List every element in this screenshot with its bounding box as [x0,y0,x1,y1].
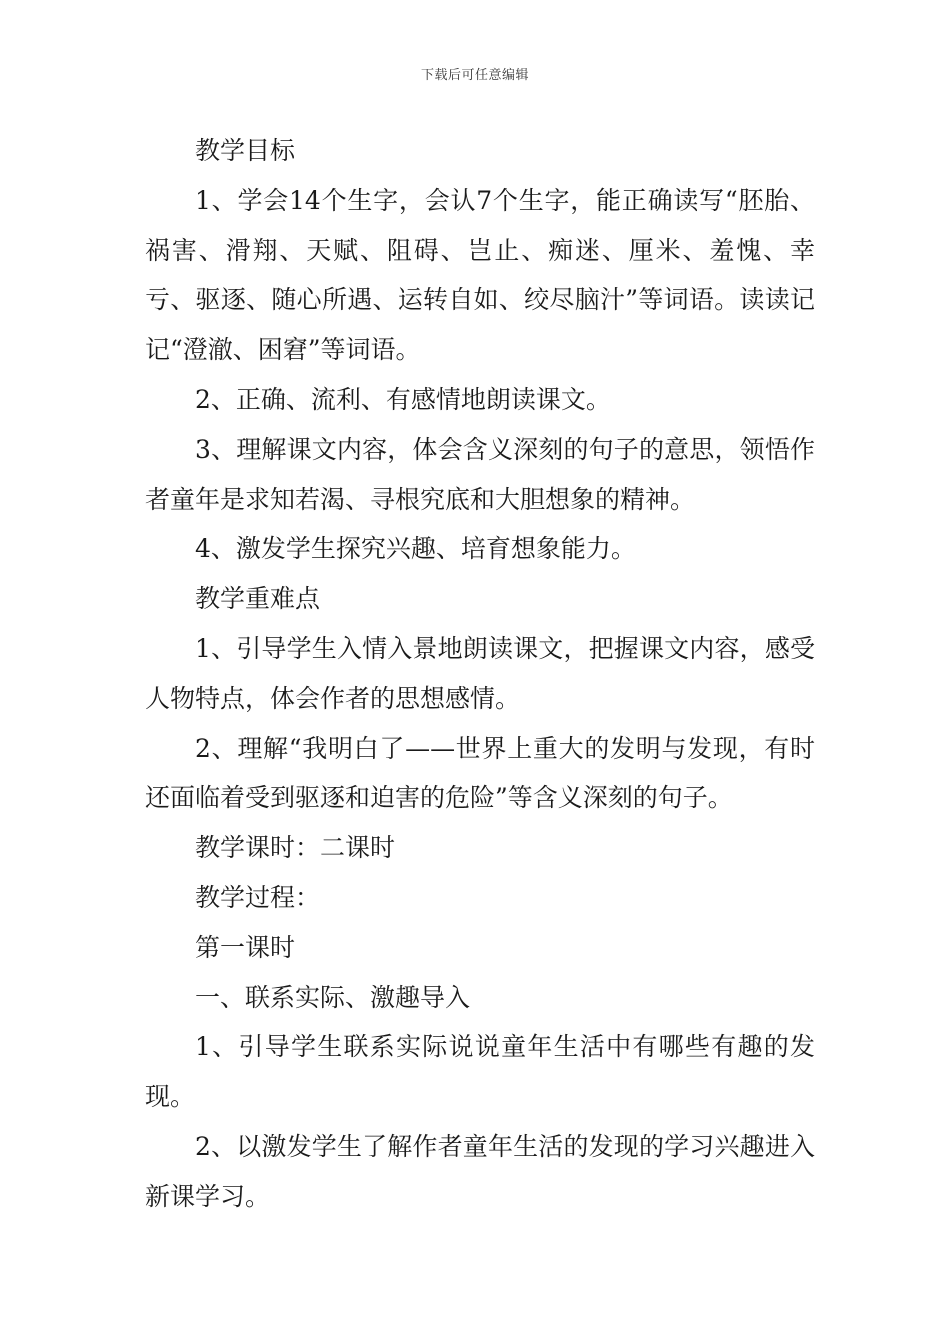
section-heading-process: 教学过程： [195,882,321,912]
step-one-item-2: 2、以激发学生了解作者童年生活的发现的学习兴趣进入新课学习。 [145,1131,815,1211]
step-one-heading: 一、联系实际、激趣导入 [195,982,471,1012]
objective-item-1: 1、学会14个生字，会认7个生字，能正确读写“胚胎、祸害、滑翔、天赋、阻碍、岂止、痴迷、厘米、羞愧、幸亏、驱逐、随心所遇、运转自如、绞尽脑汁”等词语。读读记记“澄澈、困窘”等词语。 [145,185,815,365]
lesson-hours: 教学课时：二课时 [195,833,396,863]
page-header: 下载后可任意编辑 [420,68,529,83]
objective-item-2: 2、正确、流利、有感情地朗读课文。 [195,384,611,414]
objective-item-4: 4、激发学生探究兴趣、培育想象能力。 [195,534,636,564]
section-heading-key-points: 教学重难点 [195,584,321,614]
key-point-item-1: 1、引导学生入情入景地朗读课文，把握课文内容，感受人物特点，体会作者的思想感情。 [145,633,815,713]
step-one-item-1: 1、引导学生联系实际说说童年生活中有哪些有趣的发现。 [145,1032,815,1112]
document-body [145,126,815,1222]
section-heading-objectives: 教学目标 [195,136,296,165]
lesson-one-heading: 第一课时 [195,932,296,962]
objective-item-3: 3、理解课文内容，体会含义深刻的句子的意思，领悟作者童年是求知若渴、寻根究底和大胆想象的精神。 [145,434,815,514]
key-point-item-2: 2、理解“我明白了——世界上重大的发明与发现，有时还面临着受到驱逐和迫害的危险”等含义深刻的句子。 [145,733,815,813]
